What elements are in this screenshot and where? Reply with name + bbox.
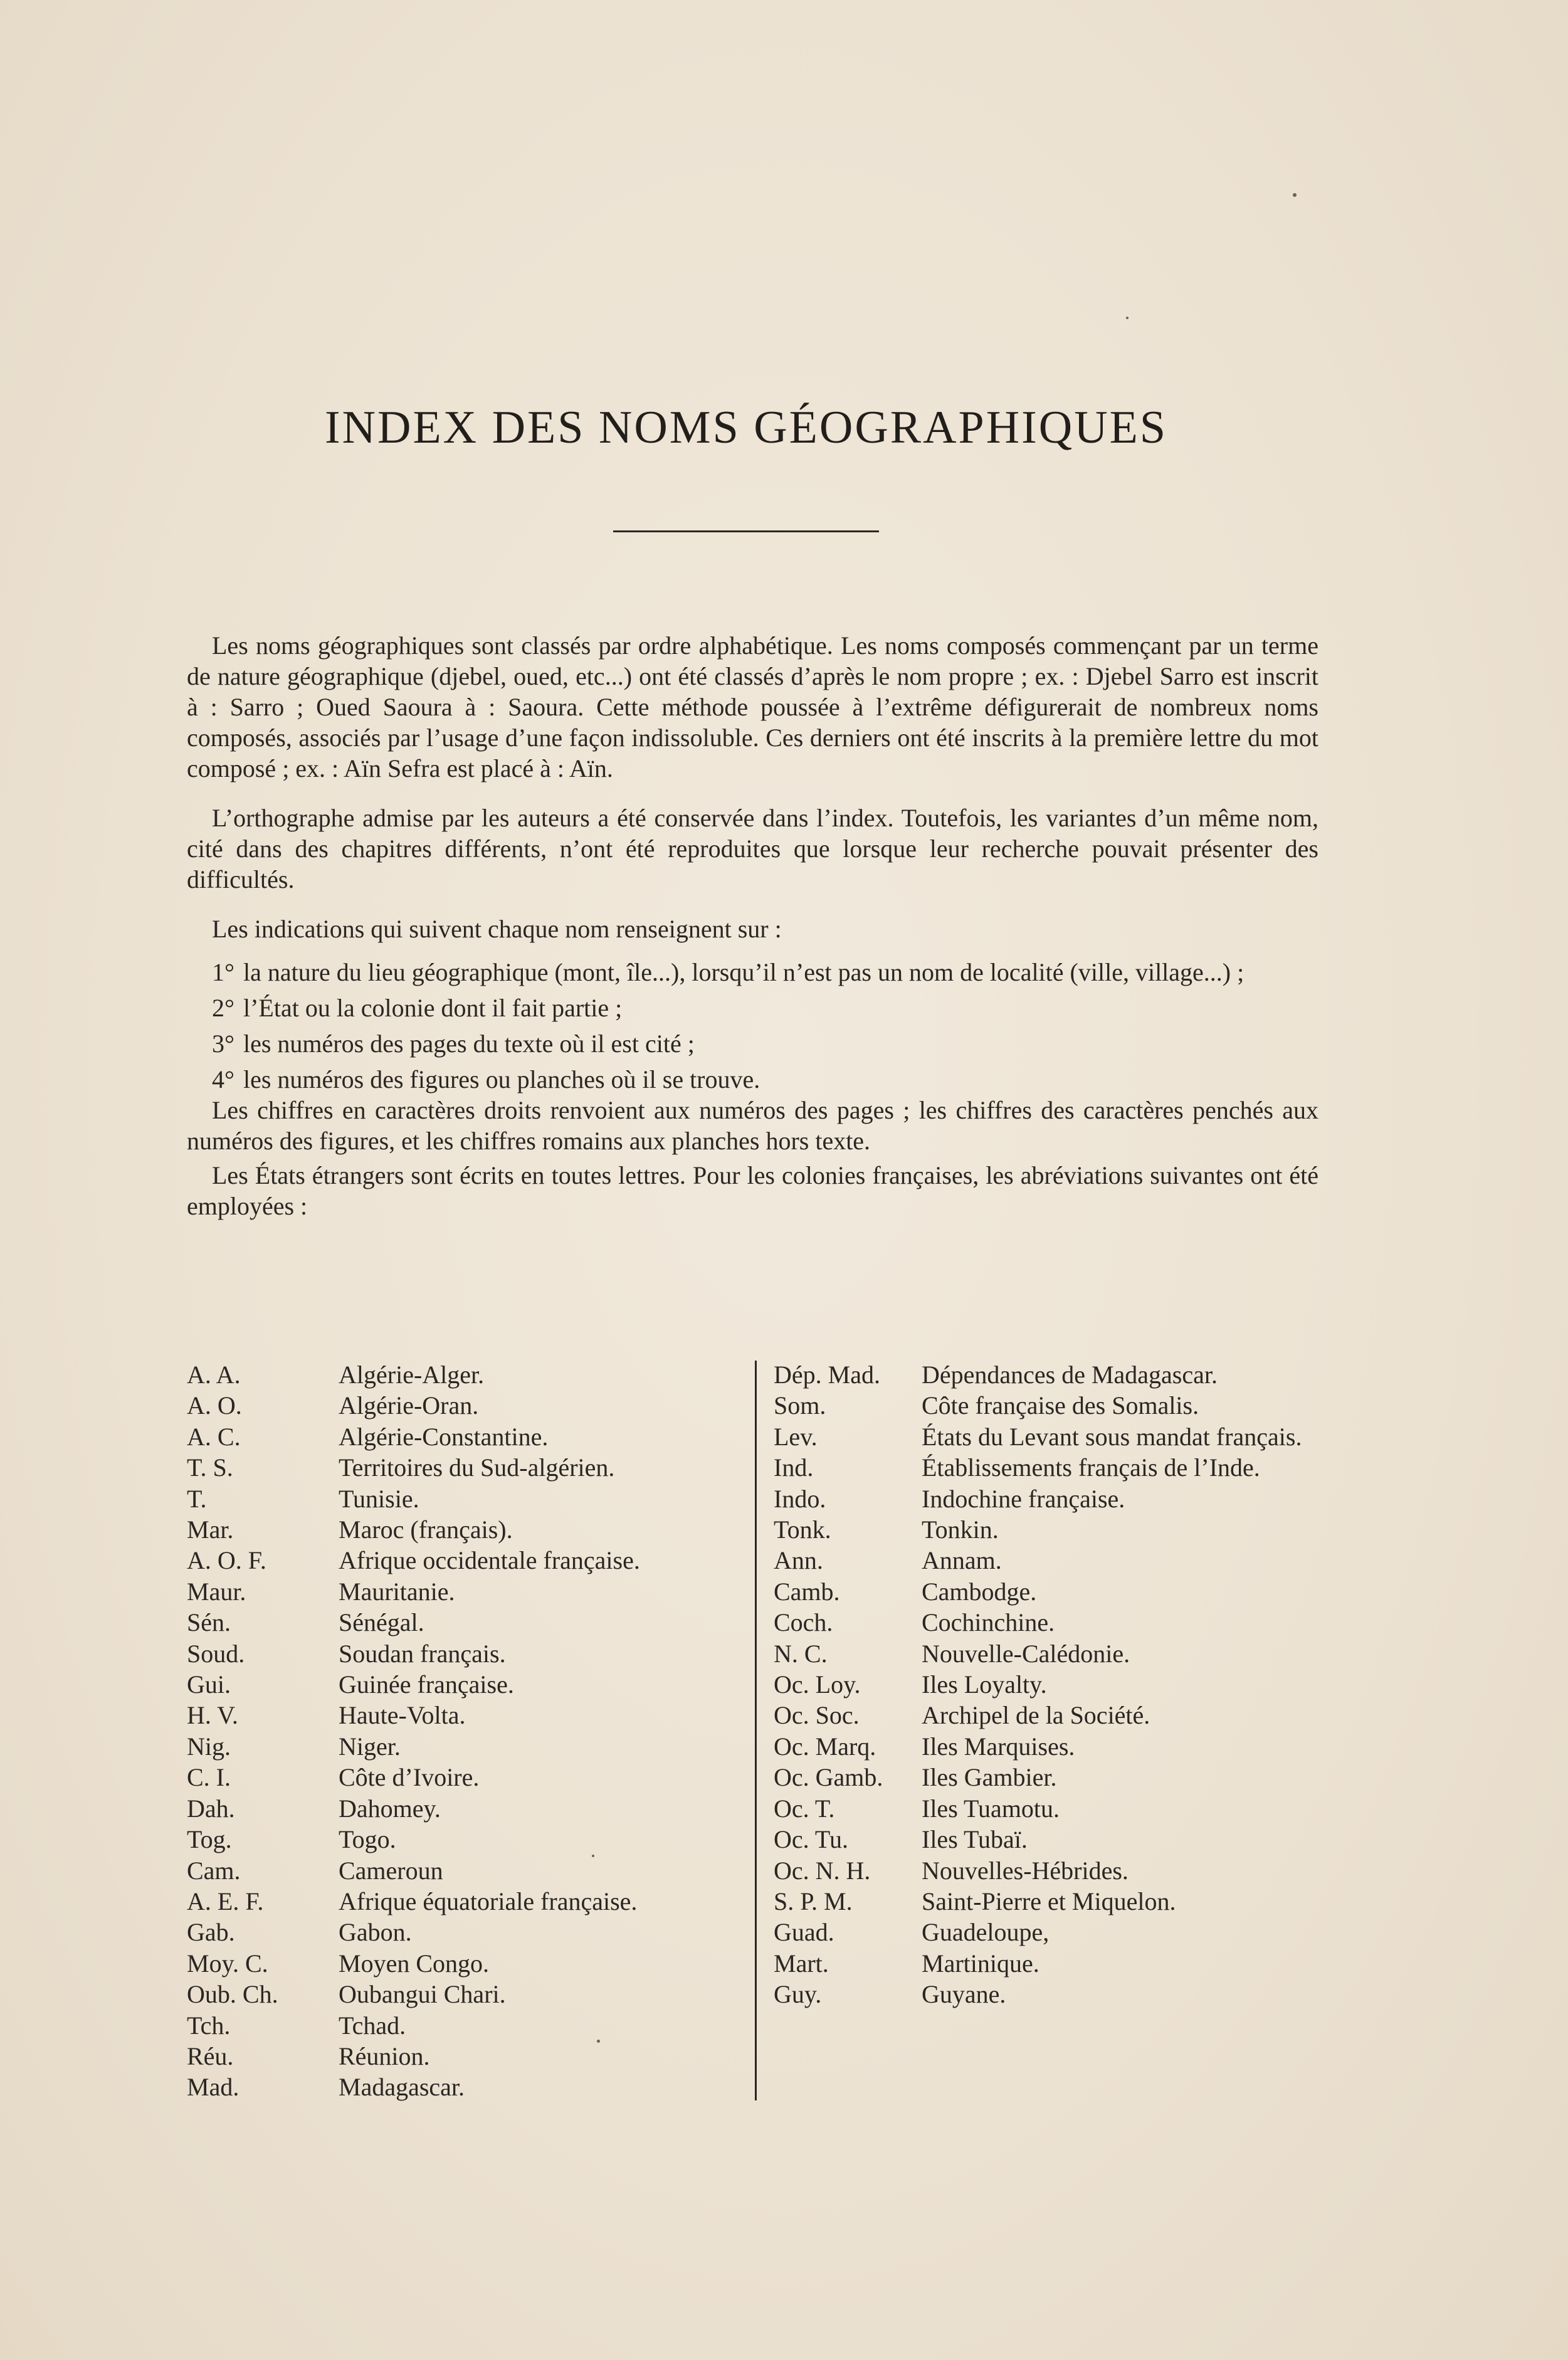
abbreviation-row: [774, 1545, 1322, 1576]
abbreviation-name: Togo.: [339, 1825, 396, 1854]
abbreviation-name: Sénégal.: [339, 1608, 424, 1637]
abbreviation-row: [774, 1917, 1322, 1947]
abbreviation-row: [187, 1886, 751, 1917]
abbreviation-name: Oubangui Chari.: [339, 1980, 506, 2009]
abbreviation-name: Iles Gambier.: [922, 1763, 1057, 1792]
abbreviation-row: [187, 2072, 751, 2102]
abbreviation-name: Dahomey.: [339, 1794, 441, 1823]
abbreviation-row: [187, 1359, 751, 1390]
abbreviation-code: N. C.: [774, 1639, 828, 1668]
abbreviation-code: T.: [187, 1484, 207, 1513]
abbreviation-row: [187, 2041, 751, 2072]
abbreviation-row: [774, 1762, 1322, 1793]
abbreviation-code: Camb.: [774, 1577, 840, 1606]
abbreviation-row: [774, 1669, 1322, 1700]
abbreviation-row: [187, 2010, 751, 2041]
abbreviation-row: [187, 1452, 751, 1483]
abbreviation-row: [774, 1514, 1322, 1545]
abbreviation-code: Oc. Marq.: [774, 1732, 876, 1761]
abbreviation-name: Cochinchine.: [922, 1608, 1055, 1637]
abbreviation-row: [187, 1545, 751, 1576]
abbreviation-name: Établissements français de l’Inde.: [922, 1453, 1260, 1482]
abbreviation-code: Oub. Ch.: [187, 1980, 278, 2009]
intro-paragraph-5: Les États étrangers sont écrits en toutes lettres. Pour les colonies françaises, les abréviations suivantes ont été employées :: [187, 1161, 1318, 1220]
abbreviation-row: [774, 1638, 1322, 1669]
abbreviation-name: Afrique équatoriale française.: [339, 1887, 638, 1915]
abbreviation-code: S. P. M.: [774, 1887, 853, 1915]
indication-item: [187, 1064, 1318, 1095]
abbreviation-row: [187, 1948, 751, 1979]
abbreviation-row: [187, 1514, 751, 1545]
abbreviation-row: [774, 1576, 1322, 1607]
abbreviation-row: [187, 1855, 751, 1886]
abbreviation-name: Tchad.: [339, 2011, 406, 2040]
abbreviation-row: [187, 1824, 751, 1855]
abbreviation-name: Madagascar.: [339, 2073, 465, 2102]
abbreviation-row: [187, 1731, 751, 1762]
abbreviation-code: Oc. Soc.: [774, 1701, 860, 1730]
abbreviation-code: Guy.: [774, 1980, 822, 2009]
abbreviation-code: Tch.: [187, 2011, 231, 2040]
abbreviation-name: Iles Tubaï.: [922, 1825, 1028, 1854]
abbreviation-name: Territoires du Sud-algérien.: [339, 1453, 615, 1482]
intro-paragraph-1: Les noms géographiques sont classés par ordre alphabétique. Les noms composés commençant par un terme de nature géographique (djebel, oued, etc...) ont été classés d’après le nom propre ; ex. : Djebel Sarro est inscrit à : Sarro ; Oued Saoura à : Saoura. Cette méthode poussée à l’extrême défigurerait de nombreux noms composés, associés par l’usage d’une façon indissoluble. Ces derniers ont été inscrits à la première lettre du mot composé ; ex. : Aïn Sefra est placé à : Aïn.: [187, 631, 1318, 782]
abbreviation-code: Mar.: [187, 1515, 234, 1544]
abbreviation-code: Ann.: [774, 1546, 823, 1575]
abbreviation-row: [187, 1607, 751, 1638]
abbreviation-row: [774, 1607, 1322, 1638]
abbreviation-name: Algérie-Oran.: [339, 1391, 479, 1420]
indication-number: 3°: [212, 1030, 234, 1058]
abbreviation-code: Oc. Loy.: [774, 1670, 861, 1699]
abbreviation-name: Niger.: [339, 1732, 401, 1761]
abbreviation-row: [187, 1700, 751, 1730]
abbreviation-code: Maur.: [187, 1577, 246, 1606]
abbreviation-code: Lev.: [774, 1422, 818, 1451]
abbreviation-code: Sén.: [187, 1608, 231, 1637]
abbreviation-code: Tonk.: [774, 1515, 831, 1544]
abbreviation-name: Cameroun: [339, 1856, 443, 1885]
abbreviation-code: A. C.: [187, 1422, 241, 1451]
abbreviation-name: Guinée française.: [339, 1670, 514, 1699]
abbreviation-code: Mad.: [187, 2073, 239, 2102]
indication-number: 2°: [212, 994, 234, 1022]
abbreviation-name: États du Levant sous mandat français.: [922, 1422, 1302, 1451]
abbreviation-code: Oc. N. H.: [774, 1856, 871, 1885]
abbreviation-name: Tonkin.: [922, 1515, 999, 1544]
abbreviation-code: Oc. T.: [774, 1794, 835, 1823]
abbreviation-name: Mauritanie.: [339, 1577, 455, 1606]
abbreviation-code: Nig.: [187, 1732, 231, 1761]
abbreviation-name: Moyen Congo.: [339, 1949, 489, 1978]
abbreviation-row: [774, 1979, 1322, 2010]
abbreviation-code: A. O. F.: [187, 1546, 266, 1575]
abbreviation-name: Guadeloupe,: [922, 1918, 1050, 1947]
abbreviation-code: C. I.: [187, 1763, 231, 1792]
page-title: INDEX DES NOMS GÉOGRAPHIQUES: [324, 402, 1168, 453]
abbreviation-name: Guyane.: [922, 1980, 1006, 2009]
intro-paragraph-2: L’orthographe admise par les auteurs a été conservée dans l’index. Toutefois, les variantes d’un même nom, cité dans des chapitres différents, n’ont été reproduites que lorsque leur recherche pouvait présenter des difficultés.: [187, 804, 1318, 893]
indication-item: [187, 1028, 1318, 1059]
abbreviation-code: Gui.: [187, 1670, 231, 1699]
indication-text: les numéros des pages du texte où il est cité ;: [243, 1030, 695, 1058]
abbreviation-code: Guad.: [774, 1918, 834, 1947]
abbreviation-row: [187, 1979, 751, 2010]
abbreviation-row: [774, 1421, 1322, 1452]
indication-item: [187, 957, 1318, 988]
abbreviation-row: [774, 1948, 1322, 1979]
abbreviation-row: [187, 1421, 751, 1452]
abbreviation-row: [774, 1359, 1322, 1390]
abbreviation-name: Nouvelle-Calédonie.: [922, 1639, 1130, 1668]
abbreviation-name: Archipel de la Société.: [922, 1701, 1150, 1730]
abbreviation-code: Réu.: [187, 2041, 234, 2070]
abbreviation-name: Dépendances de Madagascar.: [922, 1361, 1218, 1389]
abbreviation-name: Afrique occidentale française.: [339, 1546, 640, 1575]
abbreviation-code: Mart.: [774, 1949, 829, 1978]
paper-speck: [1293, 193, 1297, 197]
abbreviation-code: Coch.: [774, 1608, 833, 1637]
abbreviation-row: [187, 1483, 751, 1514]
abbreviation-name: Iles Loyalty.: [922, 1670, 1047, 1699]
indication-item: [187, 993, 1318, 1023]
abbreviation-name: Haute-Volta.: [339, 1701, 466, 1730]
abbreviation-row: [774, 1886, 1322, 1917]
abbreviation-name: Soudan français.: [339, 1639, 506, 1668]
abbreviation-name: Martinique.: [922, 1949, 1039, 1978]
paper-speck: [592, 1855, 594, 1857]
abbreviation-code: Som.: [774, 1391, 826, 1420]
abbreviation-row: [774, 1700, 1322, 1730]
abbreviation-row: [187, 1638, 751, 1669]
abbreviation-row: [187, 1762, 751, 1793]
abbreviation-name: Saint-Pierre et Miquelon.: [922, 1887, 1176, 1915]
abbreviation-code: T. S.: [187, 1453, 233, 1482]
indication-text: les numéros des figures ou planches où il se trouve.: [243, 1065, 760, 1093]
abbreviation-list-left: [187, 1359, 751, 2103]
abbreviation-row: [187, 1793, 751, 1824]
abbreviation-code: Cam.: [187, 1856, 241, 1885]
abbreviation-code: A. O.: [187, 1391, 242, 1420]
abbreviation-name: Iles Marquises.: [922, 1732, 1075, 1761]
column-divider: [755, 1361, 757, 2100]
abbreviation-name: Côte française des Somalis.: [922, 1391, 1199, 1420]
abbreviation-name: Indochine française.: [922, 1484, 1125, 1513]
intro-text: [187, 630, 1318, 1221]
abbreviation-row: [774, 1824, 1322, 1855]
paper-speck: [597, 2040, 600, 2043]
abbreviation-list-right: [774, 1359, 1322, 2010]
abbreviation-row: [774, 1483, 1322, 1514]
abbreviation-name: Maroc (français).: [339, 1515, 513, 1544]
intro-paragraph-3: Les indications qui suivent chaque nom renseignent sur :: [212, 915, 782, 943]
abbreviation-code: Oc. Gamb.: [774, 1763, 883, 1792]
indication-text: l’État ou la colonie dont il fait partie ;: [243, 994, 623, 1022]
abbreviation-name: Réunion.: [339, 2041, 430, 2070]
abbreviation-row: [187, 1576, 751, 1607]
abbreviation-code: A. A.: [187, 1361, 241, 1389]
abbreviation-code: Indo.: [774, 1484, 826, 1513]
abbreviation-name: Iles Tuamotu.: [922, 1794, 1060, 1823]
abbreviation-code: Tog.: [187, 1825, 232, 1854]
abbreviation-name: Gabon.: [339, 1918, 412, 1947]
abbreviation-row: [774, 1855, 1322, 1886]
title-divider: [613, 530, 879, 532]
abbreviation-row: [187, 1390, 751, 1421]
abbreviation-row: [187, 1917, 751, 1947]
abbreviation-code: Dép. Mad.: [774, 1361, 880, 1389]
abbreviation-name: Algérie-Constantine.: [339, 1422, 549, 1451]
indication-number: 4°: [212, 1065, 234, 1093]
indication-number: 1°: [212, 958, 234, 986]
abbreviation-name: Cambodge.: [922, 1577, 1037, 1606]
abbreviation-code: A. E. F.: [187, 1887, 264, 1915]
abbreviation-row: [774, 1452, 1322, 1483]
abbreviation-row: [774, 1793, 1322, 1824]
abbreviation-name: Tunisie.: [339, 1484, 419, 1513]
abbreviation-code: Oc. Tu.: [774, 1825, 848, 1854]
abbreviation-row: [187, 1669, 751, 1700]
paper-speck: [1126, 317, 1129, 319]
abbreviation-code: H. V.: [187, 1701, 238, 1730]
abbreviation-code: Dah.: [187, 1794, 235, 1823]
indication-text: la nature du lieu géographique (mont, île...), lorsqu’il n’est pas un nom de localité (ville, village...) ;: [243, 958, 1244, 986]
abbreviation-row: [774, 1731, 1322, 1762]
abbreviation-code: Gab.: [187, 1918, 235, 1947]
abbreviation-name: Algérie-Alger.: [339, 1361, 485, 1389]
abbreviation-row: [774, 1390, 1322, 1421]
abbreviation-code: Moy. C.: [187, 1949, 268, 1978]
abbreviation-code: Ind.: [774, 1453, 814, 1482]
abbreviation-name: Côte d’Ivoire.: [339, 1763, 480, 1792]
intro-paragraph-4: Les chiffres en caractères droits renvoient aux numéros des pages ; les chiffres des caractères penchés aux numéros des figures, et les chiffres romains aux planches hors texte.: [187, 1096, 1318, 1155]
abbreviation-code: Soud.: [187, 1639, 245, 1668]
abbreviation-name: Nouvelles-Hébrides.: [922, 1856, 1129, 1885]
abbreviation-name: Annam.: [922, 1546, 1002, 1575]
